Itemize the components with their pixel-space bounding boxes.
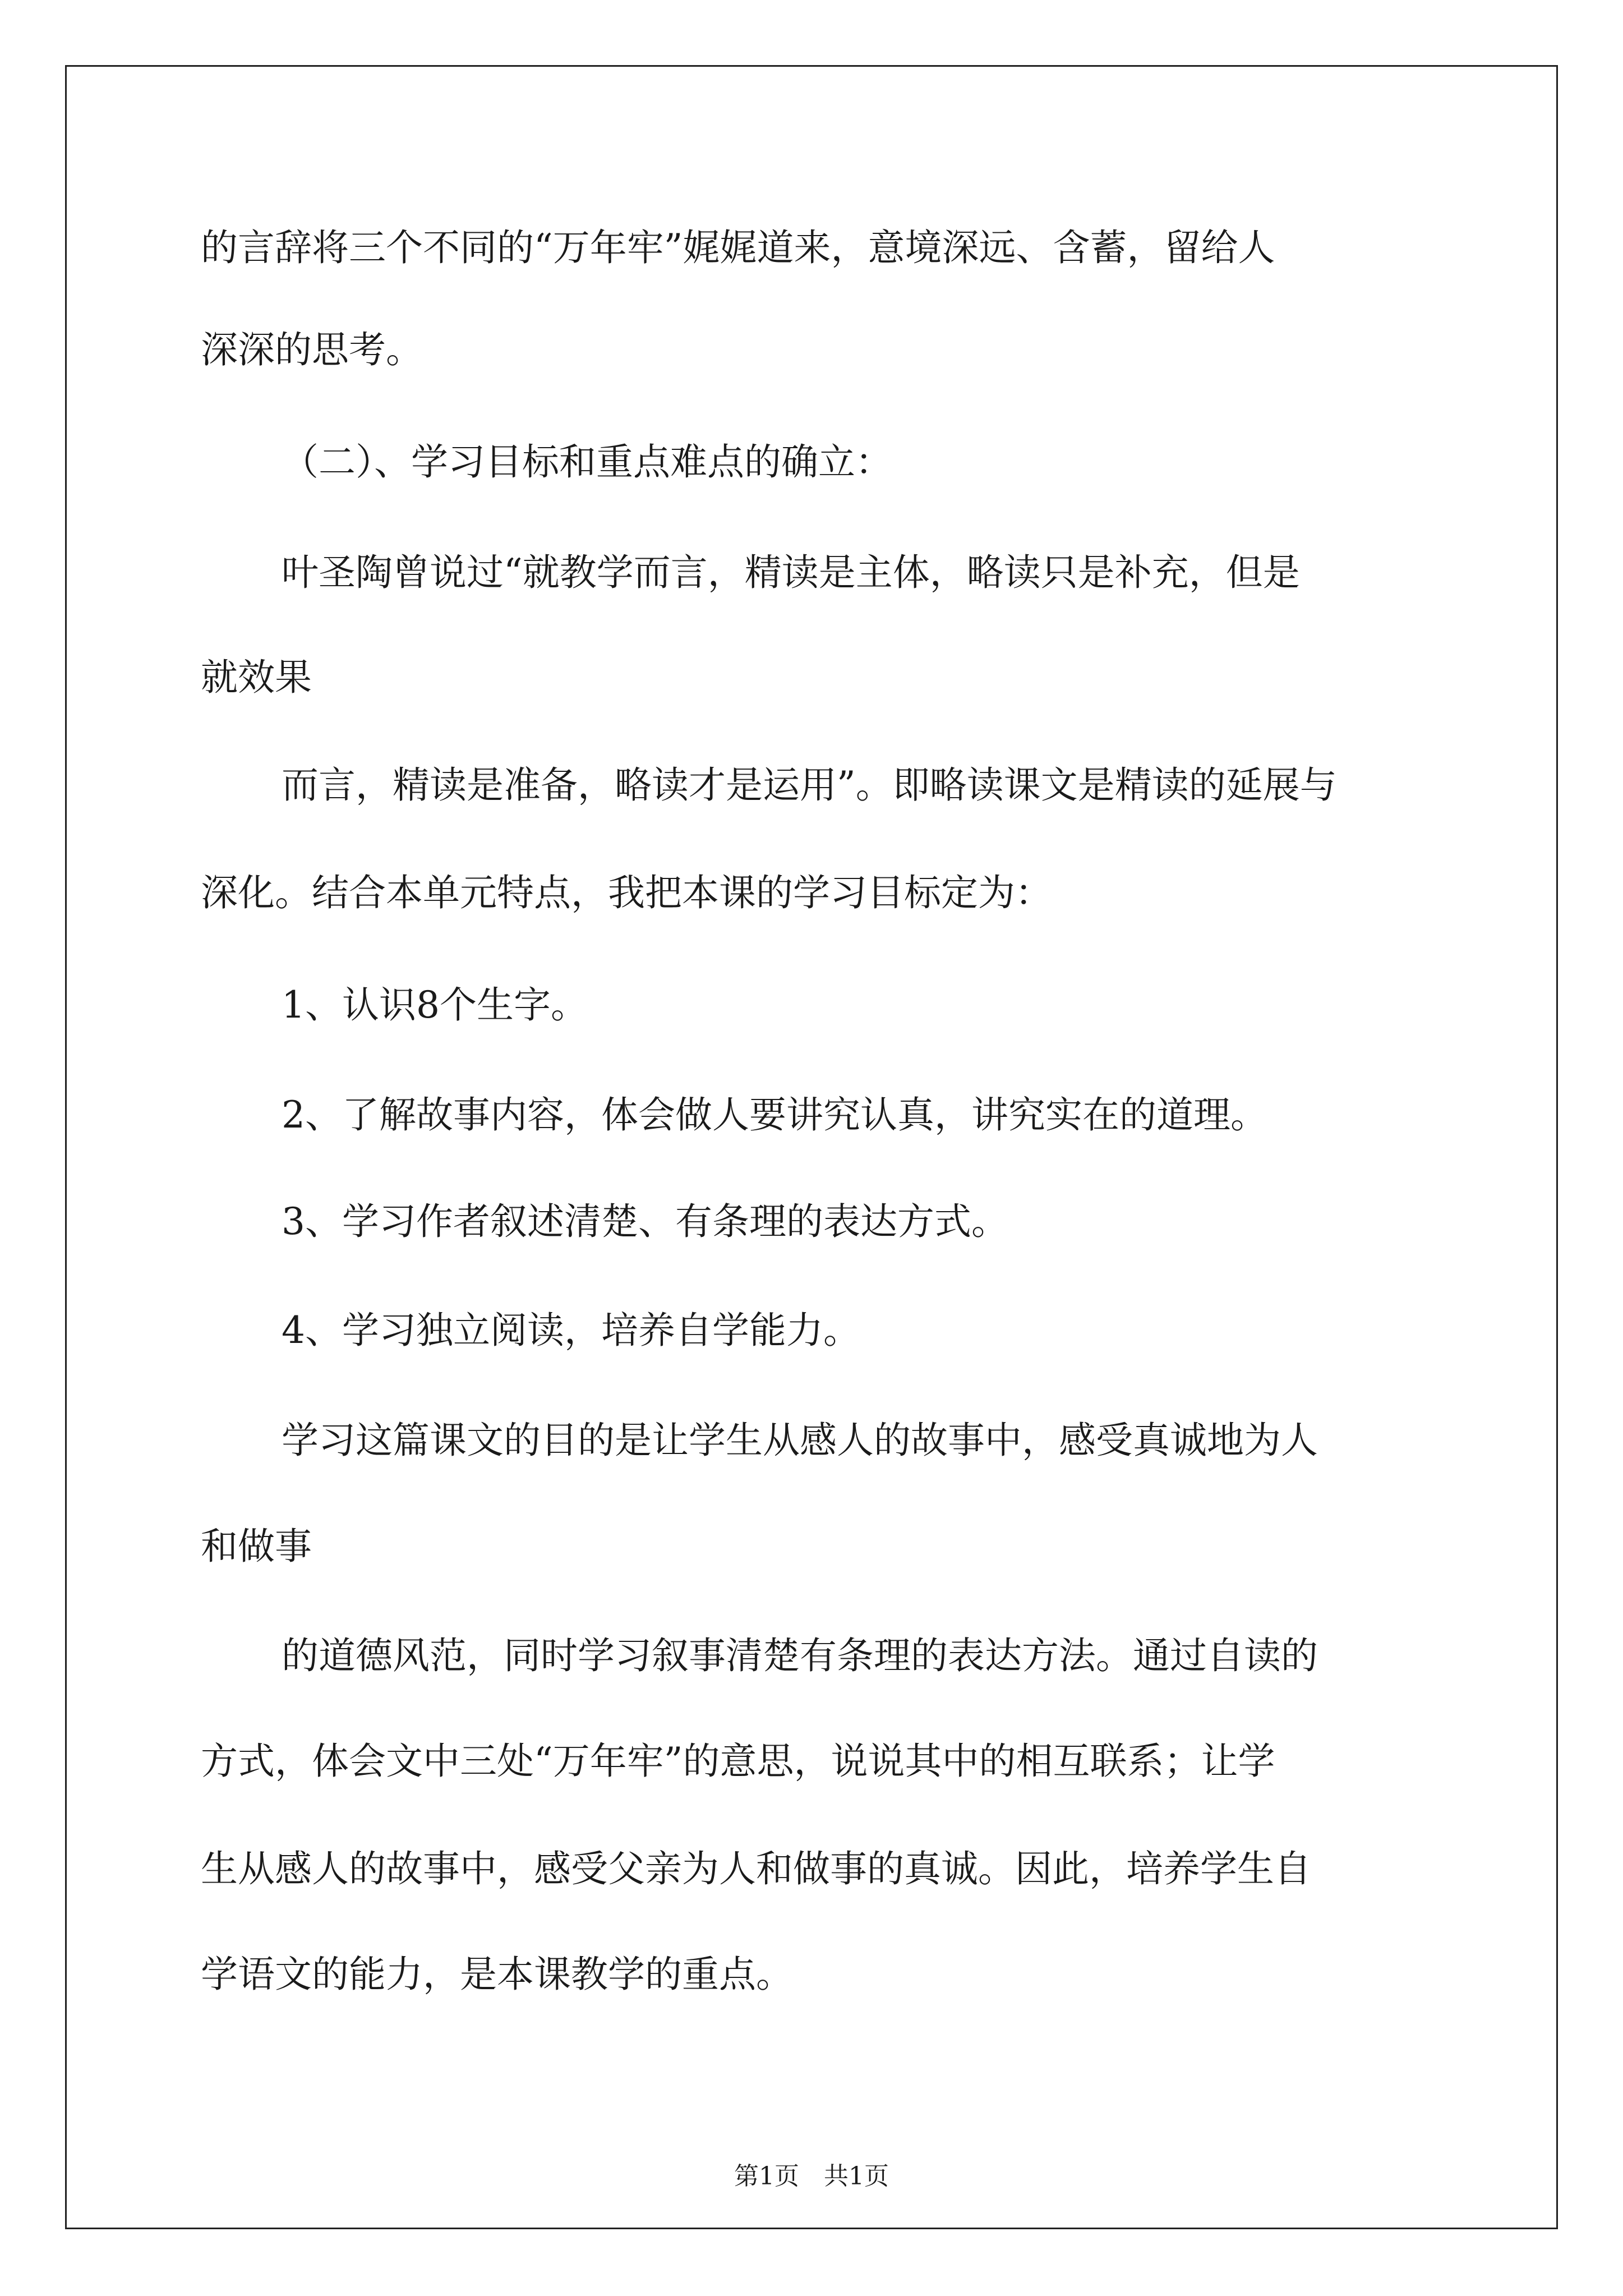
paragraph-line: 叶圣陶曾说过“就教学而言，精读是主体，略读只是补充，但是 [282,551,1300,594]
page-border [65,65,1558,2229]
paragraph-line: 生从感人的故事中，感受父亲为人和做事的真诚。因此，培养学生自 [201,1847,1311,1890]
list-item: 1、认识8个生字。 [282,983,588,1027]
paragraph-line: 方式，体会文中三处“万年牢”的意思，说说其中的相互联系；让学 [201,1740,1275,1783]
paragraph-line: 而言，精读是准备，略读才是运用”。即略读课文是精读的延展与 [282,763,1337,807]
paragraph-line: 学习这篇课文的目的是让学生从感人的故事中，感受真诚地为人 [282,1419,1318,1462]
paragraph-line: 深深的思考。 [201,328,423,371]
list-item: 2、了解故事内容，体会做人要讲究认真，讲究实在的道理。 [282,1093,1267,1137]
paragraph-line: 就效果 [201,656,312,699]
paragraph-line: 的言辞将三个不同的“万年牢”娓娓道来，意境深远、含蓄，留给人 [201,226,1275,269]
list-item: 3、学习作者叙述清楚、有条理的表达方式。 [282,1200,1008,1243]
paragraph-line: 学语文的能力，是本课教学的重点。 [201,1953,793,1996]
paragraph-line: 深化。结合本单元特点，我把本课的学习目标定为： [201,871,1052,914]
paragraph-line: 和做事 [201,1525,312,1568]
page-number-footer: 第1页 共1页 [734,2162,889,2191]
list-item: 4、学习独立阅读，培养自学能力。 [282,1309,860,1352]
section-heading: （二）、学习目标和重点难点的确立： [282,440,892,484]
paragraph-line: 的道德风范，同时学习叙事清楚有条理的表达方法。通过自读的 [282,1634,1318,1677]
